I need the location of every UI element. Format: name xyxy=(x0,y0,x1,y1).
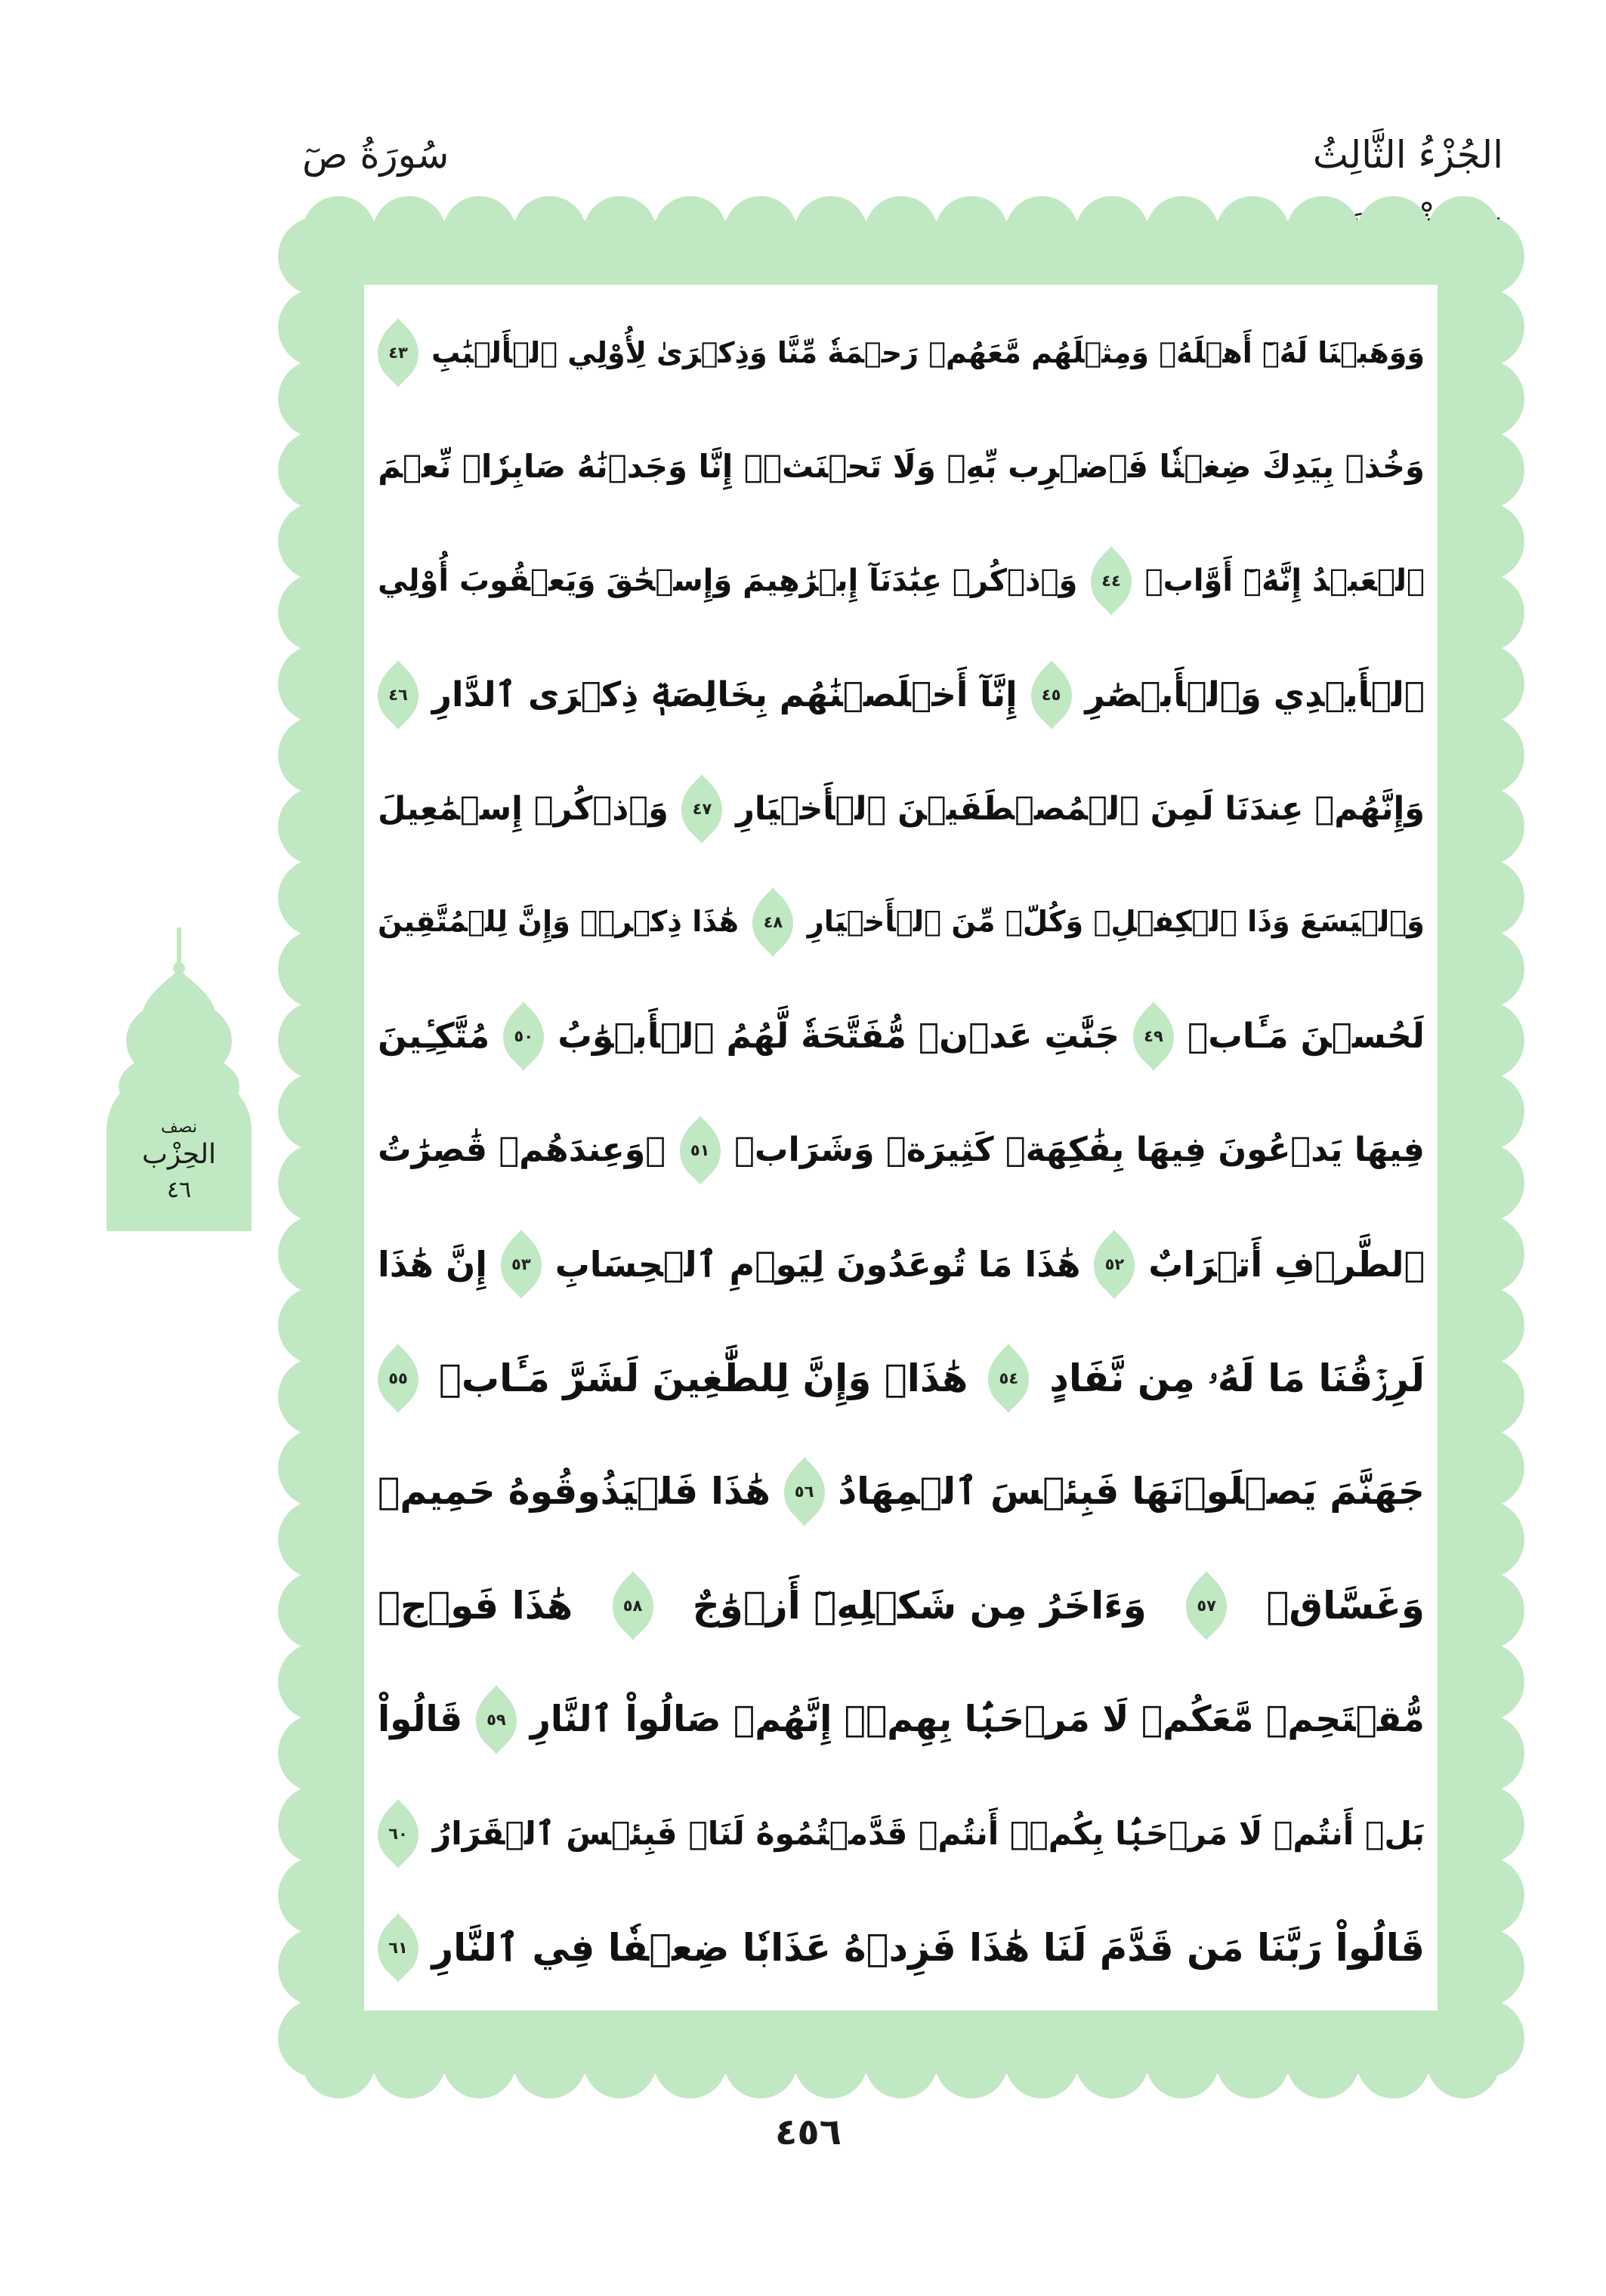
verse-text: هَٰذَا فَلۡيَذُوقُوهُ حَمِيمٞ xyxy=(378,1470,771,1514)
ayah-number-marker xyxy=(378,1342,418,1415)
ayah-number: ٥٠ xyxy=(514,1027,534,1046)
scallop xyxy=(278,1001,357,1080)
scallop xyxy=(1446,1215,1524,1294)
scallop xyxy=(1446,217,1524,295)
scallop xyxy=(278,1215,357,1294)
ayah-number-marker xyxy=(752,886,793,958)
scallop xyxy=(278,1429,357,1508)
ayah-number-marker xyxy=(1091,545,1132,617)
scallop xyxy=(278,430,357,509)
verse-text: لَرِزۡقُنَا مَا لَهُۥ مِن نَّفَادٍ xyxy=(1049,1356,1425,1400)
ayah-number-marker xyxy=(784,1455,825,1528)
scallop xyxy=(1446,1357,1524,1436)
ayah-number: ٦٠ xyxy=(388,1824,408,1843)
ayah-number-marker xyxy=(503,1000,544,1072)
text-line xyxy=(378,980,1425,1094)
text-line xyxy=(378,751,1425,866)
text-line xyxy=(378,410,1425,524)
scallop xyxy=(1446,930,1524,1008)
scallop xyxy=(278,1928,357,2007)
ayah-number: ٤٨ xyxy=(763,913,783,932)
juz-title: الجُزْءُ الثَّالِثُ xyxy=(1312,133,1503,177)
scallop xyxy=(278,1500,357,1578)
ayah-number-marker xyxy=(378,659,418,731)
ayah-number-marker xyxy=(681,773,722,845)
hizb-number: ٤٦ xyxy=(166,1177,192,1203)
scallop xyxy=(1446,1286,1524,1365)
scallop xyxy=(278,645,357,724)
ayah-number-marker xyxy=(378,1912,418,1984)
ayah-number: ٤٤ xyxy=(1101,571,1121,590)
scallop xyxy=(278,1357,357,1436)
verse-text: وَءَاخَرُ مِن شَكۡلِهِۦٓ أَزۡوَٰجٌ xyxy=(692,1584,1147,1628)
scallop xyxy=(1446,430,1524,509)
scallop xyxy=(1446,360,1524,438)
scallop xyxy=(278,502,357,581)
scallop xyxy=(1446,716,1524,795)
text-line xyxy=(378,1094,1425,1208)
scallop xyxy=(278,1572,357,1650)
verse-text: هَٰذَا ذِكۡرٞۚ وَإِنَّ لِلۡمُتَّقِينَ xyxy=(378,905,740,940)
verse-text: ٱلۡأَيۡدِي وَٱلۡأَبۡصَٰرِ xyxy=(1085,674,1425,714)
ayah-number: ٥١ xyxy=(690,1140,710,1159)
scallop xyxy=(1446,1001,1524,1080)
scallop xyxy=(1446,502,1524,581)
scallop xyxy=(278,360,357,438)
ayah-number-marker xyxy=(613,1569,653,1642)
ayah-number-marker xyxy=(378,316,418,389)
verse-text: بَلۡ أَنتُمۡ لَا مَرۡحَبَۢا بِكُمۡۖ أَنتُمۡ قَدَّمۡتُمُوهُ لَنَاۖ فَبِئۡسَ ٱلۡقَرَارُ xyxy=(432,1814,1425,1852)
ayah-number: ٥٣ xyxy=(511,1254,531,1273)
verse-text: هَٰذَا فَوۡجٞ xyxy=(378,1584,573,1628)
ayah-number-marker xyxy=(501,1228,542,1301)
scallop xyxy=(1446,1714,1524,1792)
ayah-number: ٤٥ xyxy=(1041,685,1061,704)
hizb-half-label: نصف xyxy=(161,1118,197,1137)
ayah-number-marker xyxy=(1133,1000,1174,1072)
ayah-number-marker xyxy=(1186,1569,1227,1642)
verse-text: وَوَهَبۡنَا لَهُۥٓ أَهۡلَهُۥ وَمِثۡلَهُم مَّعَهُمۡ رَحۡمَةٗ مِّنَّا وَذِكۡرَىٰ لِأُوْلِي ٱلۡأَلۡبَٰبِ xyxy=(431,336,1425,370)
scallop xyxy=(1446,289,1524,367)
scallop xyxy=(1446,1856,1524,1935)
quran-text xyxy=(378,296,1425,2004)
scallop xyxy=(1446,1572,1524,1650)
text-line xyxy=(378,1776,1425,1890)
scallop xyxy=(278,217,357,295)
scallop xyxy=(278,930,357,1008)
text-line xyxy=(378,1321,1425,1435)
verse-text: مُتَّكِـِٔينَ xyxy=(378,1016,490,1057)
text-line xyxy=(378,1435,1425,1549)
ayah-number-marker xyxy=(1031,659,1072,731)
ayah-number: ٥٢ xyxy=(1104,1254,1125,1273)
ayah-number-marker xyxy=(1094,1228,1135,1301)
ayah-number: ٦١ xyxy=(388,1938,408,1957)
verse-text: ٱلۡعَبۡدُ إِنَّهُۥٓ أَوَّابٞ xyxy=(1144,563,1425,598)
ayah-number: ٥٨ xyxy=(622,1597,643,1616)
verse-text: إِنَّ هَٰذَا xyxy=(378,1243,487,1285)
scallop xyxy=(1446,1072,1524,1151)
ayah-number: ٥٦ xyxy=(794,1483,814,1501)
scallop xyxy=(1446,859,1524,937)
scallop xyxy=(278,1143,357,1222)
scallop xyxy=(278,859,357,937)
text-line xyxy=(378,866,1425,980)
scallop xyxy=(278,716,357,795)
verse-text: جَنَّٰتِ عَدۡنٖ مُّفَتَّحَةٗ لَّهُمُ ٱلۡأَبۡوَٰبُ xyxy=(557,1016,1120,1057)
hizb-label: الحِزْب xyxy=(142,1139,216,1170)
verse-text: فِيهَا يَدۡعُونَ فِيهَا بِفَٰكِهَةٖ كَثِيرَةٖ وَشَرَابٖ xyxy=(734,1130,1425,1169)
scallop xyxy=(278,1714,357,1792)
text-line xyxy=(378,637,1425,751)
scallop xyxy=(278,1999,357,2078)
verse-text: مُّقۡتَحِمٞ مَّعَكُمۡ لَا مَرۡحَبَۢا بِهِمۡۚ إِنَّهُمۡ صَالُواْ ٱلنَّارِ xyxy=(530,1698,1425,1740)
ayah-number-marker xyxy=(680,1114,721,1187)
ayah-number-marker xyxy=(378,1798,418,1870)
verse-text: وَخُذۡ بِيَدِكَ ضِغۡثٗا فَٱضۡرِب بِّهِۦ وَلَا تَحۡنَثۡۗ إِنَّا وَجَدۡنَٰهُ صَابِرٗاۚ نِّعۡمَ xyxy=(378,448,1425,486)
scallop xyxy=(278,289,357,367)
ayah-number: ٤٩ xyxy=(1144,1027,1163,1046)
verse-text: إِنَّآ أَخۡلَصۡنَٰهُم بِخَالِصَةٖ ذِكۡرَى ٱلدَّارِ xyxy=(431,674,1018,714)
verse-text: وَغَسَّاقٞ xyxy=(1266,1584,1425,1628)
scallop xyxy=(1446,1643,1524,1721)
scallop xyxy=(278,573,357,652)
surah-title: سُورَةُ صٓ xyxy=(302,133,449,177)
hizb-marker xyxy=(107,927,252,1231)
scallop xyxy=(278,1643,357,1721)
verse-text: وَٱذۡكُرۡ عِبَٰدَنَآ إِبۡرَٰهِيمَ وَإِسۡحَٰقَ وَيَعۡقُوبَ أُوْلِي xyxy=(378,563,1078,598)
verse-text: وَٱلۡيَسَعَ وَذَا ٱلۡكِفۡلِۖ وَكُلّٞ مِّنَ ٱلۡأَخۡيَارِ xyxy=(807,905,1425,940)
scallop xyxy=(278,1785,357,1864)
scallop xyxy=(278,1286,357,1365)
ayah-number: ٥٤ xyxy=(999,1369,1019,1387)
scallop xyxy=(278,1072,357,1151)
verse-text: ٱلطَّرۡفِ أَتۡرَابٌ xyxy=(1148,1243,1425,1285)
scallop xyxy=(278,1856,357,1935)
ayah-number: ٥٧ xyxy=(1197,1597,1216,1616)
verse-text: لَحُسۡنَ مَـَٔابٖ xyxy=(1187,1016,1425,1057)
text-line xyxy=(378,1663,1425,1777)
text-line xyxy=(378,1549,1425,1663)
page-number: ٤٥٦ xyxy=(775,2111,842,2153)
text-line xyxy=(378,1207,1425,1321)
scallop xyxy=(278,787,357,866)
verse-text: هَٰذَاۚ وَإِنَّ لِلطَّٰغِينَ لَشَرَّ مَـَٔابٖ xyxy=(438,1356,968,1400)
ayah-number: ٤٧ xyxy=(692,799,712,818)
verse-text: قَالُواْ xyxy=(378,1698,463,1740)
text-line xyxy=(378,1890,1425,2004)
scallop xyxy=(1446,573,1524,652)
verse-text: هَٰذَا مَا تُوعَدُونَ لِيَوۡمِ ٱلۡحِسَابِ xyxy=(554,1243,1081,1285)
ayah-number: ٤٦ xyxy=(388,685,408,704)
verse-text: قَالُواْ رَبَّنَا مَن قَدَّمَ لَنَا هَٰذَا فَزِدۡهُ عَذَابٗا ضِعۡفٗا فِي ٱلنَّارِ xyxy=(431,1925,1425,1970)
ayah-number: ٥٥ xyxy=(388,1369,408,1387)
ayah-number-marker xyxy=(476,1683,517,1756)
scallop xyxy=(1446,1785,1524,1864)
verse-text: جَهَنَّمَ يَصۡلَوۡنَهَا فَبِئۡسَ ٱلۡمِهَادُ xyxy=(838,1470,1425,1514)
text-line xyxy=(378,524,1425,638)
ayah-number: ٤٣ xyxy=(388,344,408,363)
scallop xyxy=(1446,787,1524,866)
ayah-number-marker xyxy=(988,1342,1029,1415)
verse-text: ۞وَعِندَهُمۡ قَٰصِرَٰتُ xyxy=(378,1130,666,1169)
verse-text: وَإِنَّهُمۡ عِندَنَا لَمِنَ ٱلۡمُصۡطَفَيۡنَ ٱلۡأَخۡيَارِ xyxy=(736,789,1425,828)
ayah-number: ٥٩ xyxy=(486,1710,506,1729)
scallop xyxy=(1446,1928,1524,2007)
scallop xyxy=(1446,1999,1524,2078)
scallop xyxy=(1446,645,1524,724)
text-line xyxy=(378,296,1425,410)
scallop xyxy=(1446,1429,1524,1508)
scallop xyxy=(1446,1143,1524,1222)
scallop xyxy=(1446,1500,1524,1578)
verse-text: وَٱذۡكُرۡ إِسۡمَٰعِيلَ xyxy=(378,789,669,828)
